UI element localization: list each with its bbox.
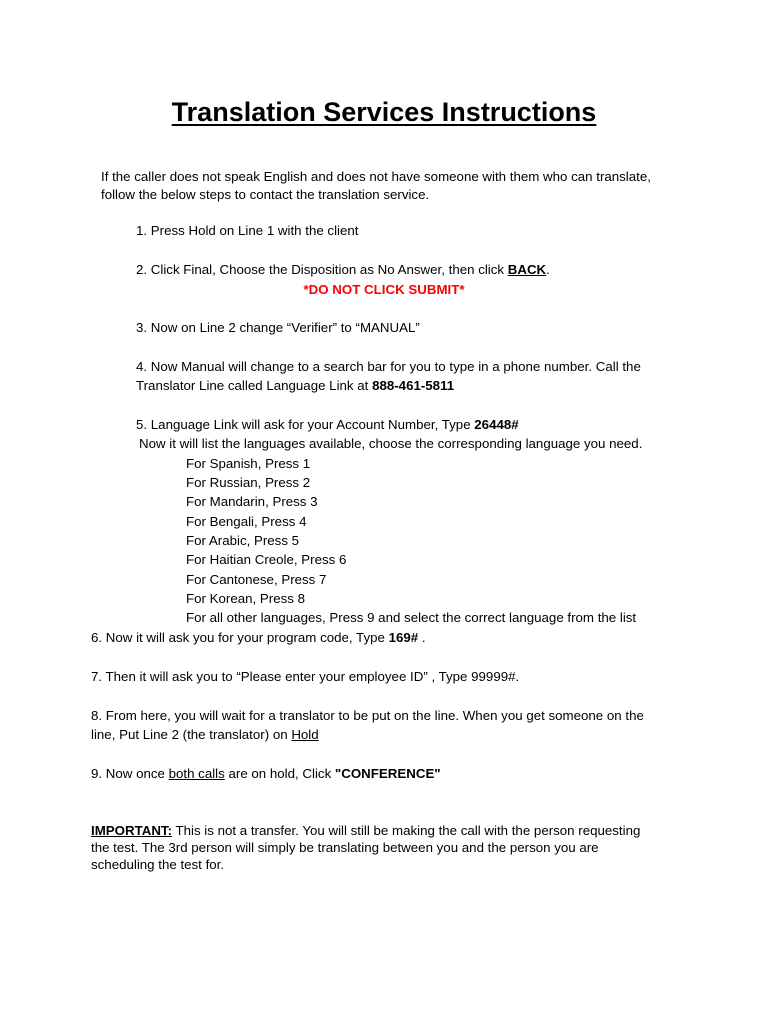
important-text-1: This is not a transfer. You will still be making the call with the person requesting (172, 823, 641, 838)
step-6 (91, 630, 426, 646)
translator-phone: 888-461-5811 (372, 378, 455, 393)
step-8-line-1: 8. From here, you will wait for a translator to be put on the line. When you get someone on the (91, 708, 644, 723)
hold-keyword: Hold (291, 727, 319, 742)
intro-line-1: If the caller does not speak English and does not have someone with them who can translate, (101, 169, 651, 184)
language-item: For Haitian Creole, Press 6 (186, 552, 347, 567)
language-item: For Mandarin, Press 3 (186, 494, 318, 509)
step-4-text: Translator Line called Language Link at (136, 378, 373, 393)
step-2-end: . (546, 262, 550, 277)
both-calls-keyword: both calls (168, 766, 225, 781)
account-number: 26448# (474, 417, 519, 432)
step-1: 1. Press Hold on Line 1 with the client (136, 223, 359, 238)
page-title: Translation Services Instructions (171, 97, 597, 127)
step-5-text: 5. Language Link will ask for your Account Number, Type (136, 417, 475, 432)
intro-line-2: follow the below steps to contact the translation service. (101, 187, 430, 202)
language-item: For Arabic, Press 5 (186, 533, 300, 548)
step-2 (136, 262, 550, 278)
do-not-submit-warning: *DO NOT CLICK SUBMIT* (303, 282, 465, 297)
language-item: For all other languages, Press 9 and select the correct language from the list (186, 610, 637, 625)
step-9 (91, 766, 441, 782)
important-line-2: the test. The 3rd person will simply be translating between you and the person you are (91, 840, 599, 855)
step-9-text: 9. Now once (91, 766, 169, 781)
language-item: For Bengali, Press 4 (186, 514, 307, 529)
step-8-text: line, Put Line 2 (the translator) on (91, 727, 292, 742)
step-6-text: 6. Now it will ask you for your program code, Type (91, 630, 389, 645)
language-item: For Cantonese, Press 7 (186, 572, 327, 587)
language-item: For Korean, Press 8 (186, 591, 305, 606)
step-6-end: . (418, 630, 426, 645)
important-label: IMPORTANT: (91, 823, 173, 838)
step-4-line-1: 4. Now Manual will change to a search bar for you to type in a phone number. Call the (136, 359, 641, 374)
step-5-line-2: Now it will list the languages available, choose the corresponding language you need. (139, 436, 643, 451)
program-code: 169# (388, 630, 419, 645)
conference-keyword: "CONFERENCE" (334, 766, 441, 781)
language-item: For Spanish, Press 1 (186, 456, 311, 471)
step-8-line-2 (91, 727, 319, 743)
language-item: For Russian, Press 2 (186, 475, 311, 490)
back-keyword: BACK (507, 262, 547, 277)
step-5-line-1 (136, 417, 519, 433)
step-9-mid: are on hold, Click (224, 766, 335, 781)
important-line-1 (91, 823, 640, 839)
step-4-line-2 (136, 378, 454, 394)
important-line-3: scheduling the test for. (91, 857, 225, 872)
step-2-text: 2. Click Final, Choose the Disposition as No Answer, then click (136, 262, 508, 277)
step-3: 3. Now on Line 2 change “Verifier” to “MANUAL” (136, 320, 420, 335)
step-7: 7. Then it will ask you to “Please enter your employee ID” , Type 99999#. (91, 669, 520, 684)
